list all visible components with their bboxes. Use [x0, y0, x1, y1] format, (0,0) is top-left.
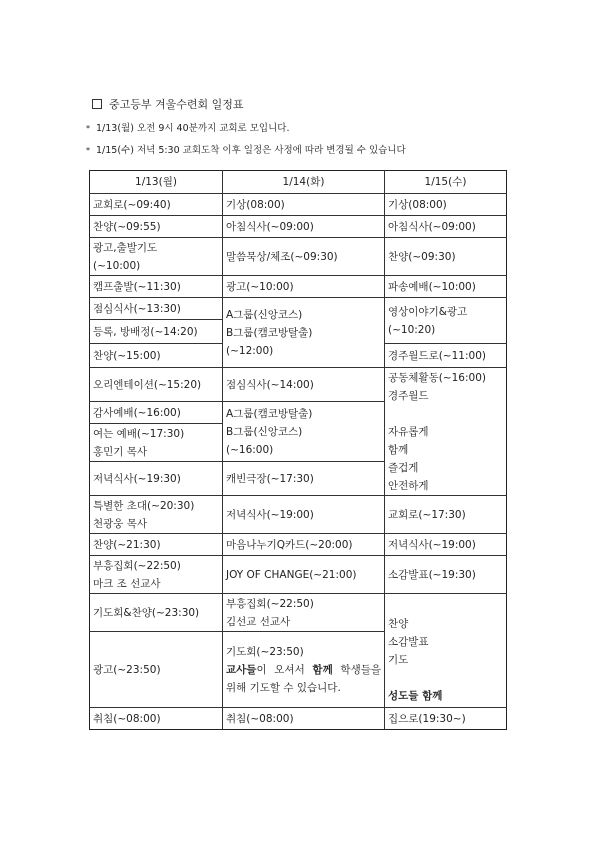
cell: 기상(08:00) [385, 194, 507, 216]
asterisk-icon: * [86, 146, 90, 155]
cell: 여는 예배(~17:30) 홍민기 목사 [90, 424, 223, 462]
header-day1: 1/13(월) [90, 171, 223, 194]
cell: 마음나누기Q카드(~20:00) [223, 534, 385, 556]
cell: 광고,출발기도 (~10:00) [90, 238, 223, 276]
table-row [90, 194, 507, 216]
cell: 교회로(~09:40) [90, 194, 223, 216]
cell: 점심식사(~13:30) [90, 298, 223, 320]
cell: 파송예배(~10:00) [385, 276, 507, 298]
cell: 찬양(~09:30) [385, 238, 507, 276]
note-2: * 1/15(수) 저녁 5:30 교회도착 이후 일정은 사정에 따라 변경될 수 있습니다 [86, 145, 406, 156]
title-text: 중고등부 겨울수련회 일정표 [109, 98, 244, 111]
cell: 찬양(~21:30) [90, 534, 223, 556]
cell: 취침(~08:00) [223, 708, 385, 730]
cell: 감사예배(~16:00) [90, 402, 223, 424]
cell: A그룹(캠코방탈출) B그룹(신앙코스) (~16:00) [223, 402, 385, 462]
cell: 오리엔테이션(~15:20) [90, 368, 223, 402]
cell: 공동체활동(~16:00) 경주월드 자유롭게 함께 즐겁게 안전하게 [385, 368, 507, 496]
cell: 캠프출발(~11:30) [90, 276, 223, 298]
cell: 기도회&찬양(~23:30) [90, 594, 223, 632]
table-row [90, 534, 507, 556]
cell: 점심식사(~14:00) [223, 368, 385, 402]
cell: A그룹(신앙코스) B그룹(캠코방탈출) (~12:00) [223, 298, 385, 368]
cell: 찬양 소감발표 기도 성도들 함께 [385, 594, 507, 708]
cell: 광고(~10:00) [223, 276, 385, 298]
header-row [90, 171, 507, 194]
table-row [90, 216, 507, 238]
cell: 저녁식사(~19:30) [90, 462, 223, 496]
cell: 소감발표(~19:30) [385, 556, 507, 594]
table-row [90, 496, 507, 534]
table-row [90, 298, 507, 320]
cell: 영상이야기&광고 (~10:20) [385, 298, 507, 344]
cell: 취침(~08:00) [90, 708, 223, 730]
table-row [90, 238, 507, 276]
cell: 찬양(~09:55) [90, 216, 223, 238]
cell: 찬양(~15:00) [90, 344, 223, 368]
cell: 캐빈극장(~17:30) [223, 462, 385, 496]
note-1: * 1/13(월) 오전 9시 40분까지 교회로 모입니다. [86, 123, 290, 134]
cell: 아침식사(~09:00) [223, 216, 385, 238]
cell: 부흥집회(~22:50) 김선교 선교사 [223, 594, 385, 632]
cell: JOY OF CHANGE(~21:00) [223, 556, 385, 594]
cell: 기상(08:00) [223, 194, 385, 216]
table-row [90, 368, 507, 402]
cell: 특별한 초대(~20:30) 천광웅 목사 [90, 496, 223, 534]
table-row [90, 276, 507, 298]
cell: 등록, 방배정(~14:20) [90, 320, 223, 344]
cell: 광고(~23:50) [90, 632, 223, 708]
cell: 아침식사(~09:00) [385, 216, 507, 238]
cell: 경주월드로(~11:00) [385, 344, 507, 368]
cell: 교회로(~17:30) [385, 496, 507, 534]
cell: 기도회(~23:50) 교사들이 오셔서 함께 학생들을 위해 기도할 수 있습니다. [223, 632, 385, 708]
schedule-table [89, 170, 507, 730]
page-title [92, 98, 244, 112]
header-day3: 1/15(수) [385, 171, 507, 194]
header-day2: 1/14(화) [223, 171, 385, 194]
table-row [90, 556, 507, 594]
cell: 저녁식사(~19:00) [223, 496, 385, 534]
cell: 부흥집회(~22:50) 마크 조 선교사 [90, 556, 223, 594]
cell: 말씀묵상/체조(~09:30) [223, 238, 385, 276]
asterisk-icon: * [86, 124, 90, 133]
checkbox-square-icon [92, 99, 102, 109]
table-row [90, 594, 507, 632]
cell: 저녁식사(~19:00) [385, 534, 507, 556]
table-row [90, 708, 507, 730]
cell: 집으로(19:30~) [385, 708, 507, 730]
